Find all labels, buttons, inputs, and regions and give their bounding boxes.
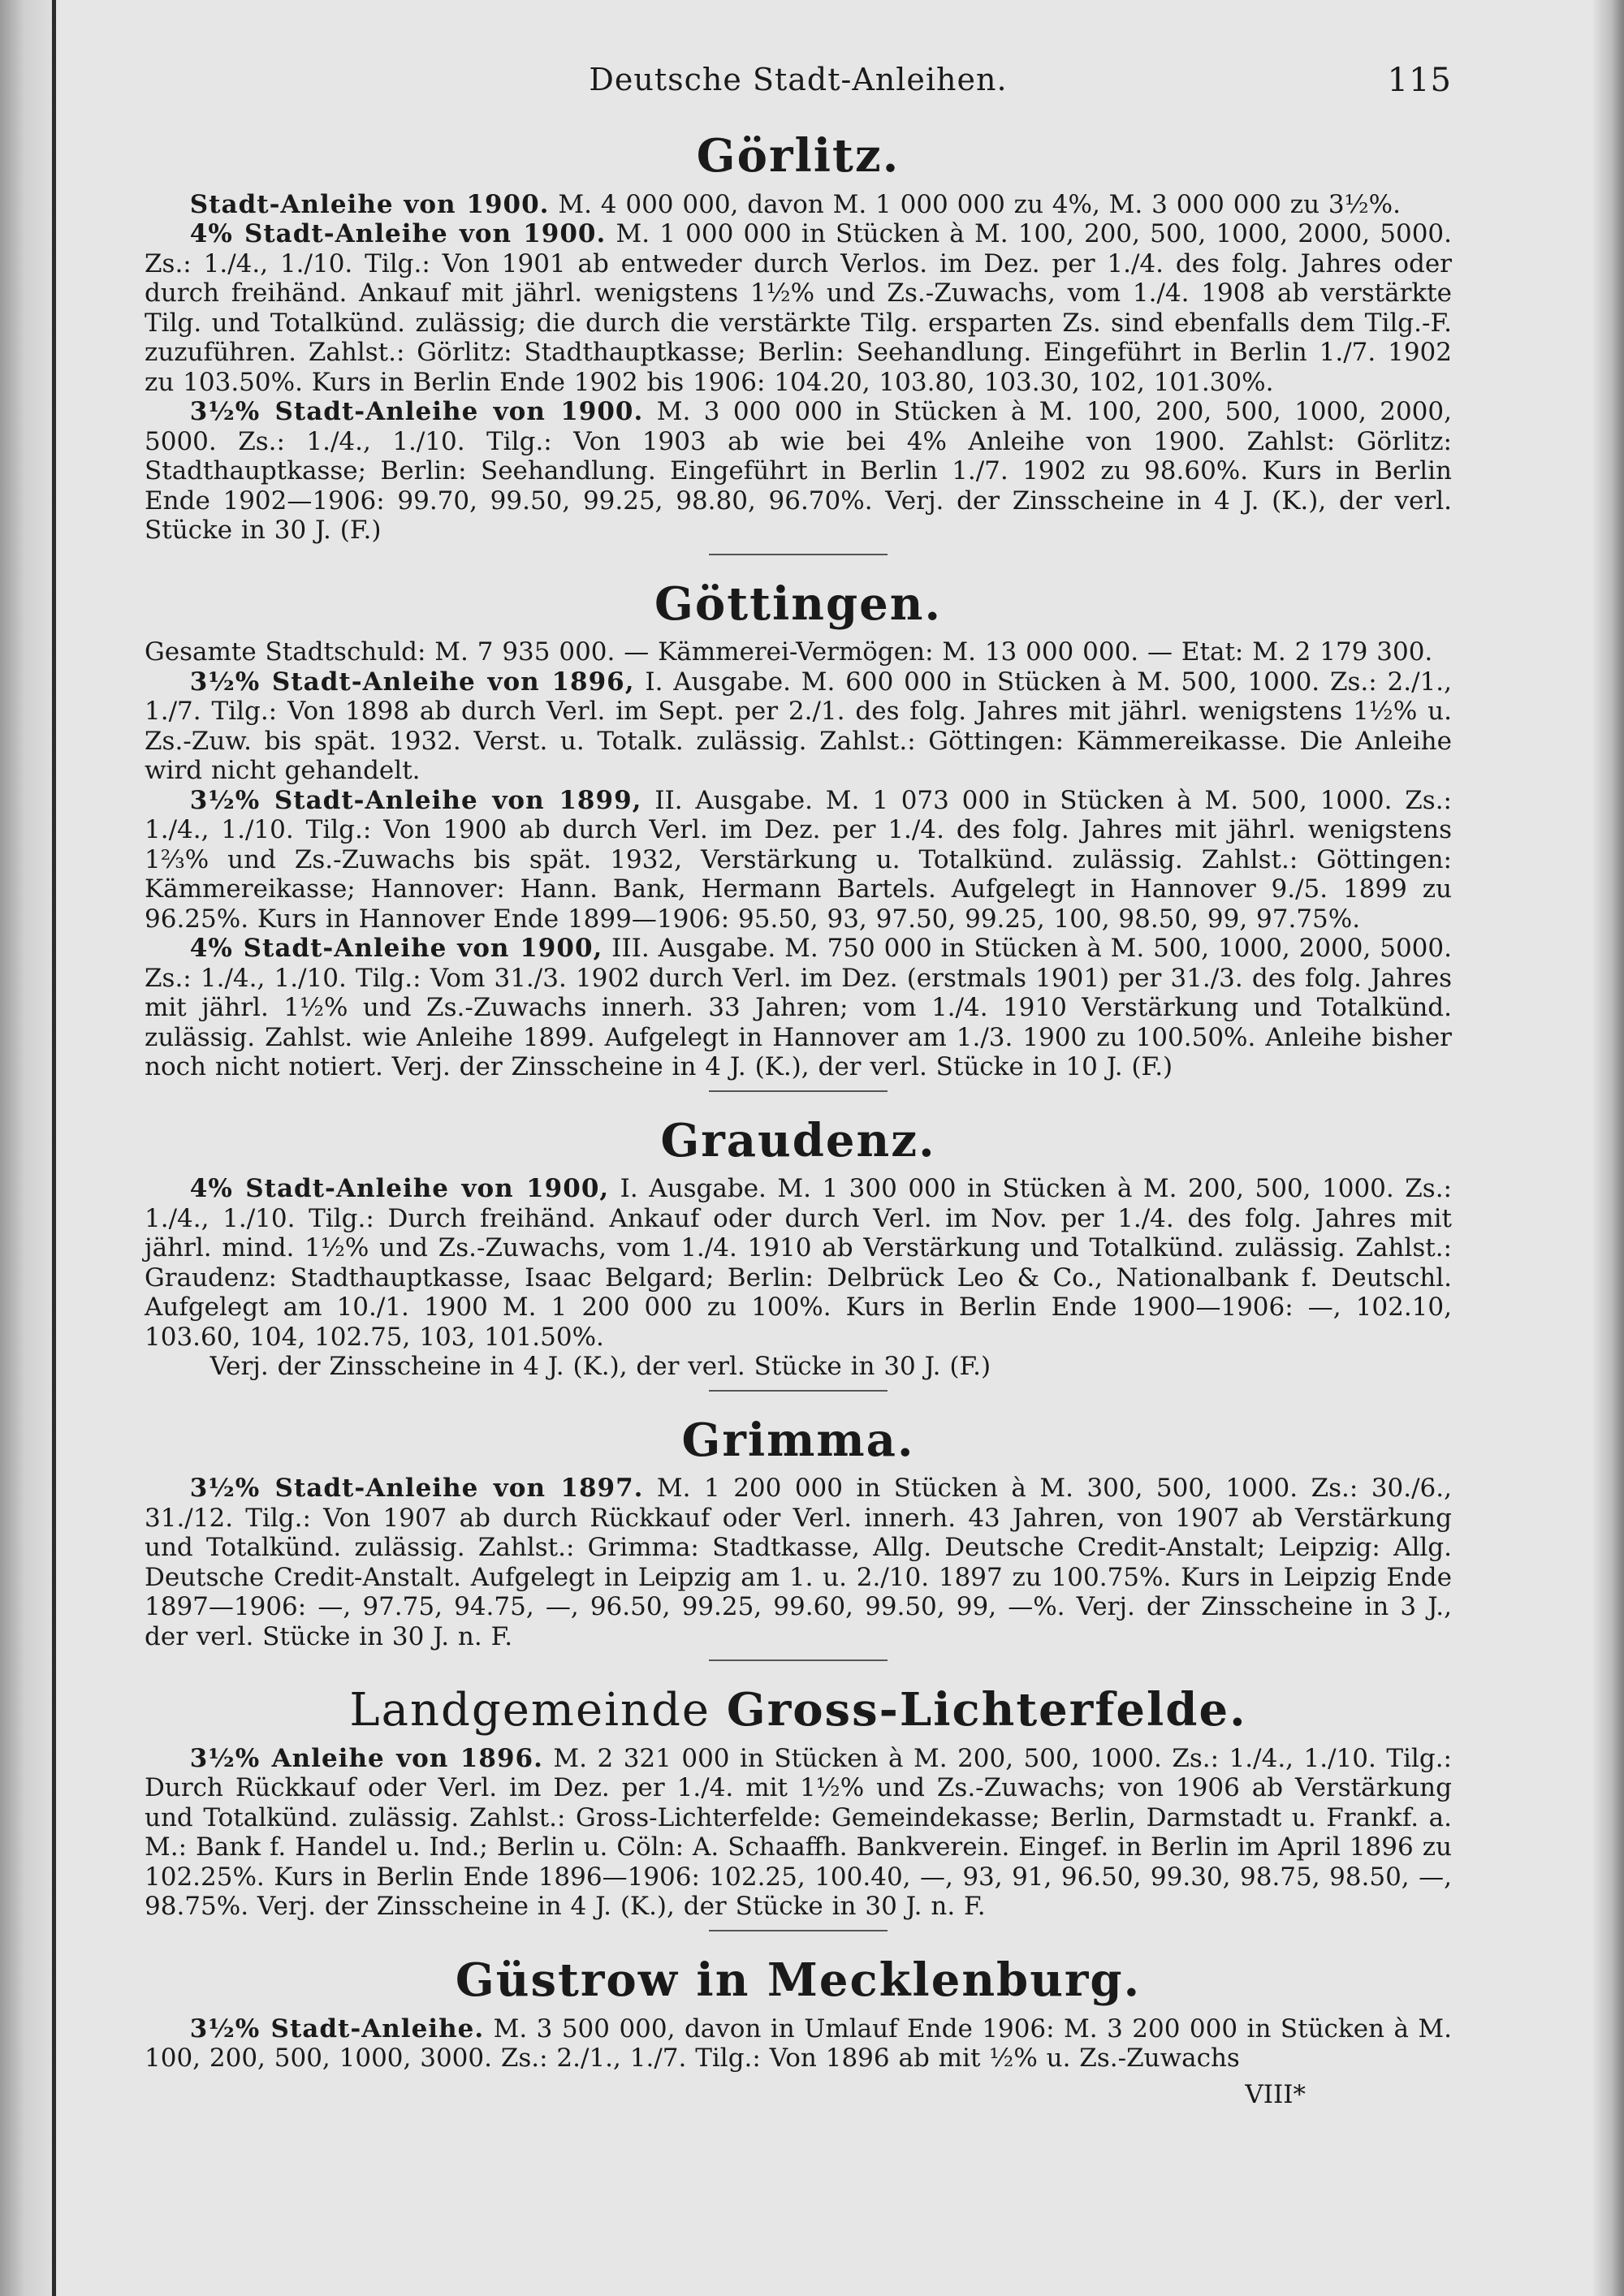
section-divider: [709, 1930, 888, 1931]
running-head: [145, 55, 1452, 104]
signature-mark: VIII*: [1245, 2079, 1306, 2109]
entry-text: M. 2 321 000 in Stücken à M. 200, 500, 1000. Zs.: 1./4., 1./10. Tilg.: Durch Rückkauf oder Verl. im Dez. per 1./4. mit 1½% und Zs.-Zuwachs; von 1906 ab Verstärkung und Totalkünd. zulässig. Zahlst.: Gross-Lichterfelde: Gemeindekasse; Berlin, Darmstadt u. Frankf. a. M.: Bank f. Handel u. Ind.; Berlin u. Cöln: A. Schaaffh. Bankverein. Eingef. in Berlin im April 1896 zu 102.25%. Kurs in Berlin Ende 1896—1906: 102.25, 100.40, —, 93, 91, 96.50, 99.30, 98.75, 98.50, —, 98.75%. Verj. der Zinsscheine in 4 J. (K.), der Stücke in 30 J. n. F.: [145, 1743, 1452, 1922]
bond-title: 4% Stadt-Anleihe von 1900,: [189, 1174, 610, 1204]
city-name: Gross-Lichterfelde.: [726, 1683, 1247, 1737]
entry: [145, 1474, 1452, 1651]
entry-text: II. Ausgabe. M. 1 073 000 in Stücken à M. 500, 1000. Zs.: 1./4., 1./10. Tilg.: Von 1900 ab durch Verl. im Dez. per 1./4. des folg. Jahres mit jährl. wenigstens 1⅔% und Zs.-Zuwachs bis spät. 1932, Verstärkung u. Totalkünd. zulässig. Zahlst.: Göttingen: Kämmereikasse; Hannover: Hann. Bank, Hermann Bartels. Aufgelegt in Hannover 9./5. 1899 zu 96.25%. Kurs in Hannover Ende 1899—1906: 95.50, 93, 97.50, 99.25, 100, 98.50, 99, 97.75%.: [145, 785, 1452, 934]
bond-title: 3½% Stadt-Anleihe von 1897.: [189, 1474, 644, 1504]
section-divider: [709, 1090, 888, 1092]
entry-text: M. 4 000 000, davon M. 1 000 000 zu 4%, M. 3 000 000 zu 3½%.: [549, 189, 1401, 219]
scan-edge-left: [0, 0, 57, 2296]
page-number: 115: [1387, 62, 1452, 99]
entry: [145, 397, 1452, 546]
bond-title: 3½% Stadt-Anleihe von 1899,: [189, 785, 642, 815]
bond-title: 3½% Stadt-Anleihe.: [189, 2013, 485, 2044]
entry-text: M. 3 500 000, davon in Umlauf Ende 1906: M. 3 200 000 in Stücken à M. 100, 200, 500, 1000, 3000. Zs.: 2./1., 1./7. Tilg.: Von 1896 ab mit ½% u. Zs.-Zuwachs: [145, 2013, 1453, 2074]
city-heading-graudenz: Graudenz.: [660, 1113, 936, 1167]
bond-title: Stadt-Anleihe von 1900.: [189, 189, 550, 219]
entry-text: M. 1 000 000 in Stücken à M. 100, 200, 500, 1000, 2000, 5000. Zs.: 1./4., 1./10. Tilg.: Von 1901 ab entweder durch Verlos. im Dez. per 1./4. des folg. Jahres oder durch freihänd. Ankauf mit jährl. wenigstens 1½% und Zs.-Zuwachs, vom 1./4. 1908 ab verstärkte Tilg. und Totalkünd. zulässig; die durch die verstärkte Tilg. ersparten Zs. sind ebenfalls dem Tilg.-F. zuzuführen. Zahlst.: Görlitz: Stadthauptkasse; Berlin: Seehandlung. Eingeführt in Berlin 1./7. 1902 zu 103.50%. Kurs in Berlin Ende 1902 bis 1906: 104.20, 103.80, 103.30, 102, 101.30%.: [145, 219, 1452, 397]
scan-edge-right: [1593, 0, 1624, 2296]
entry: [145, 190, 1452, 220]
city-heading-guestrow: Güstrow in Mecklenburg.: [455, 1953, 1142, 2007]
bond-title: 3½% Anleihe von 1896.: [189, 1743, 543, 1773]
entry: [145, 934, 1452, 1082]
bond-title: 3½% Stadt-Anleihe von 1896,: [189, 667, 635, 697]
city-heading-goerlitz: Görlitz.: [696, 129, 901, 183]
city-heading-grimma: Grimma.: [681, 1413, 915, 1467]
entry: [145, 1744, 1452, 1922]
section-divider: [709, 1390, 888, 1392]
section-divider: [709, 554, 888, 555]
bond-title: 4% Stadt-Anleihe von 1900.: [189, 219, 607, 249]
scan-binding-line: [52, 0, 56, 2296]
bond-title: 3½% Stadt-Anleihe von 1900.: [189, 397, 644, 427]
entry: [145, 1352, 1452, 1382]
entry: [145, 1174, 1452, 1352]
section-divider: [709, 1659, 888, 1661]
city-heading-goettingen: Göttingen.: [654, 576, 942, 631]
city-heading-gross-lichterfelde: [145, 1685, 1452, 1736]
entry: [145, 667, 1452, 786]
entry-text: I. Ausgabe. M. 600 000 in Stücken à M. 500, 1000. Zs.: 2./1., 1./7. Tilg.: Von 1898 ab durch Verl. im Sept. per 2./1. des folg. Jahres mit jährl. wenigstens 1½% u. Zs.-Zuw. bis spät. 1932. Verst. u. Totalk. zulässig. Zahlst.: Göttingen: Kämmereikasse. Die Anleihe wird nicht gehandelt.: [145, 667, 1453, 786]
entry-text: III. Ausgabe. M. 750 000 in Stücken à M. 500, 1000, 2000, 5000. Zs.: 1./4., 1./10. Tilg.: Vom 31./3. 1902 durch Verl. im Dez. (erstmals 1901) per 31./3. des folg. Jahres mit jährl. 1½% und Zs.-Zuwachs innerh. 33 Jahren; vom 1./4. 1910 Verstärkung und Totalkünd. zulässig. Zahlst. wie Anleihe 1899. Aufgelegt in Hannover am 1./3. 1900 zu 100.50%. Anleihe bisher noch nicht notiert. Verj. der Zinsscheine in 4 J. (K.), der verl. Stücke in 10 J. (F.): [145, 934, 1452, 1082]
entry: [145, 786, 1452, 934]
entry: [145, 219, 1452, 397]
document-page: [145, 55, 1452, 2109]
entry-text: M. 3 000 000 in Stücken à M. 100, 200, 500, 1000, 2000, 5000. Zs.: 1./4., 1./10. Tilg.: Von 1903 ab wie bei 4% Anleihe von 1900. Zahlst: Görlitz: Stadthauptkasse; Berlin: Seehandlung. Eingeführt in Berlin 1./7. 1902 zu 98.60%. Kurs in Berlin Ende 1902—1906: 99.70, 99.50, 99.25, 98.80, 96.70%. Verj. der Zinsscheine in 4 J. (K.), der verl. Stücke in 30 J. (F.): [145, 397, 1452, 546]
entry-text: Verj. der Zinsscheine in 4 J. (K.), der verl. Stücke in 30 J. (F.): [209, 1352, 991, 1382]
entry-text: I. Ausgabe. M. 1 300 000 in Stücken à M. 200, 500, 1000. Zs.: 1./4., 1./10. Tilg.: Durch freihänd. Ankauf oder durch Verl. im Nov. per 1./4. des folg. Jahres mit jährl. mind. 1½% und Zs.-Zuwachs, vom 1./4. 1910 ab Verstärkung und Totalkünd. zulässig. Zahlst.: Graudenz: Stadthauptkasse, Isaac Belgard; Berlin: Delbrück Leo & Co., Nationalbank f. Deutschl. Aufgelegt am 10./1. 1900 M. 1 200 000 zu 100%. Kurs in Berlin Ende 1900—1906: —, 102.10, 103.60, 104, 102.75, 103, 101.50%.: [145, 1174, 1452, 1352]
bond-title: 4% Stadt-Anleihe von 1900,: [189, 934, 603, 964]
city-summary: Gesamte Stadtschuld: M. 7 935 000. — Kämmerei-Vermögen: M. 13 000 000. — Etat: M. 2 179 300.: [145, 637, 1433, 667]
entry-text: M. 1 200 000 in Stücken à M. 300, 500, 1000. Zs.: 30./6., 31./12. Tilg.: Von 1907 ab durch Rückkauf oder Verl. innerh. 43 Jahren, von 1907 ab Verstärkung und Totalkünd. zulässig. Zahlst.: Grimma: Stadtkasse, Allg. Deutsche Credit-Anstalt; Leipzig: Allg. Deutsche Credit-Anstalt. Aufgelegt in Leipzig am 1. u. 2./10. 1897 zu 100.75%. Kurs in Leipzig Ende 1897—1906: —, 97.75, 94.75, —, 96.50, 99.25, 99.60, 99.50, 99, —%. Verj. der Zinsscheine in 3 J., der verl. Stücke in 30 J. n. F.: [145, 1474, 1452, 1651]
city-prefix: Landgemeinde: [349, 1684, 727, 1737]
entry: [145, 2014, 1452, 2074]
running-head-title: Deutsche Stadt-Anleihen.: [589, 62, 1008, 97]
